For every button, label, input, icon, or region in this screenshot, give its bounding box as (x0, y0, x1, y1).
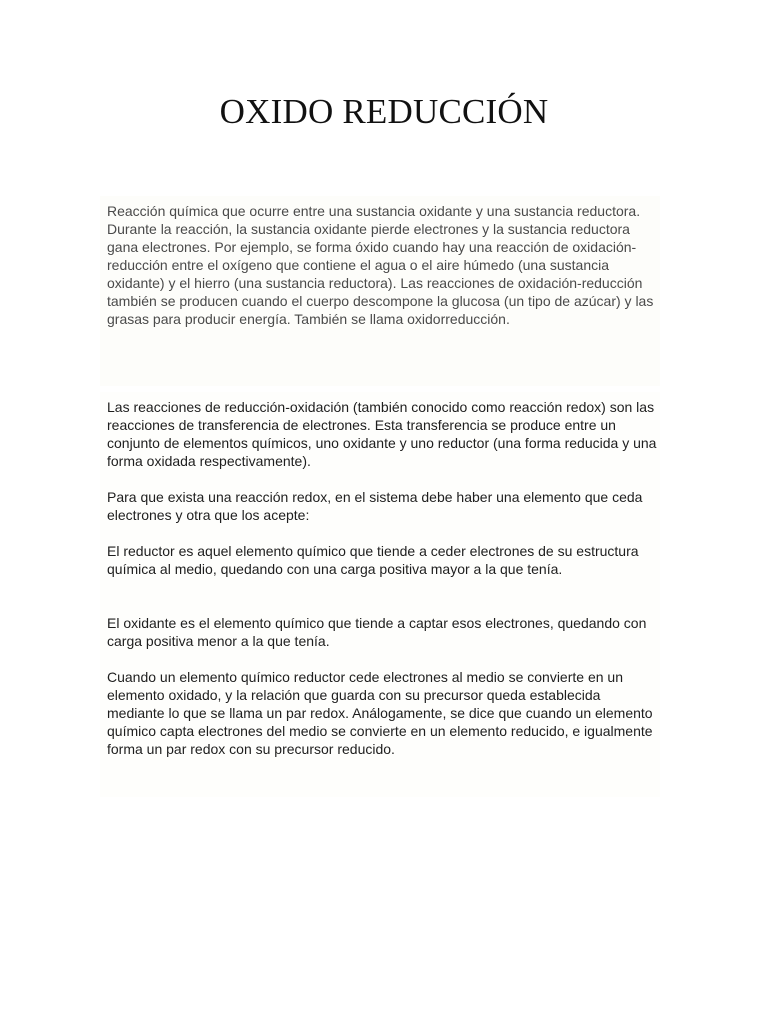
definition-block (100, 196, 660, 386)
paragraph-oxidante: El oxidante es el elemento químico que tiende a captar esos electrones, quedando con carga positiva menor a la que tenía. (107, 615, 647, 649)
paragraph-reductor: El reductor es aquel elemento químico que tiende a ceder electrones de su estructura química al medio, quedando con una carga positiva mayor a la que tenía. (107, 543, 639, 577)
page-title: OXIDO REDUCCIÓN (219, 92, 549, 131)
definition-paragraph: Reacción química que ocurre entre una sustancia oxidante y una sustancia reductora. Durante la reacción, la sustancia oxidante pierde electrones y la sustancia reductora gana electrones. Por ejemplo, se forma óxido cuando hay una reacción de oxidación-reducción entre el oxígeno que contiene el agua o el aire húmedo (una sustancia oxidante) y el hierro (una sustancia reductora). Las reacciones de oxidación-reducción también se producen cuando el cuerpo descompone la glucosa (un tipo de azúcar) y las grasas para producir energía. También se llama oxidorreducción. (107, 203, 654, 327)
paragraph-redox-condition: Para que exista una reacción redox, en el sistema debe haber una elemento que ceda electrones y otra que los acepte: (107, 489, 643, 523)
paragraph-redox-intro: Las reacciones de reducción-oxidación (también conocido como reacción redox) son las reacciones de transferencia de electrones. Esta transferencia se produce entre un conjunto de elementos químicos, uno oxidante y uno reductor (una forma reducida y una forma oxidada respectivamente). (107, 399, 657, 469)
article-block (100, 392, 660, 797)
paragraph-par-redox: Cuando un elemento químico reductor cede electrones al medio se convierte en un elemento oxidado, y la relación que guarda con su precursor queda establecida mediante lo que se llama un par redox. Análogamente, se dice que cuando un elemento químico capta electrones del medio se convierte en un elemento reducido, e igualmente forma un par redox con su precursor reducido. (107, 669, 653, 757)
